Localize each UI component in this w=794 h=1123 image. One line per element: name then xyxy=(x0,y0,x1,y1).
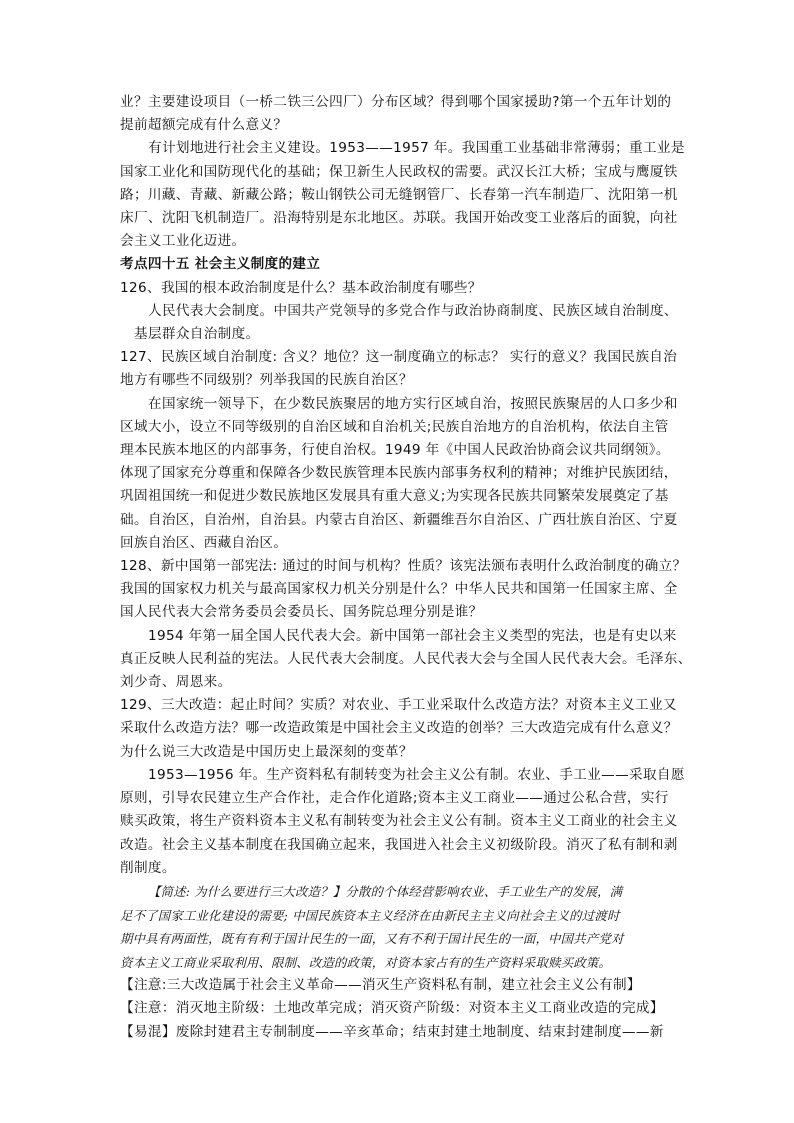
question-129 xyxy=(120,694,685,880)
question-line: 地方有哪些不同级别？列举我国的民族自治区？ xyxy=(120,372,413,389)
note-line: 足不了国家工业化建设的需要; 中国民族资本主义经济在由新民主主义向社会主义的过渡时 xyxy=(120,907,620,923)
text-line: 床厂、沈阳飞机制造厂。沿海特别是东北地区。苏联。我国开始改变工业落后的面貌，向社 xyxy=(120,210,678,227)
attention-line: 【注意：消灭地主阶级：土地改革完成；消灭资产阶级：对资本主义工商业改造的完成】 xyxy=(120,1000,664,1017)
answer-line: 在国家统一领导下，在少数民族聚居的地方实行区域自治，按照民族聚居的人口多少和 xyxy=(148,395,678,412)
answer-line: 真正反映人民利益的宪法。人民代表大会制度。人民代表大会与全国人民代表大会。毛泽东、 xyxy=(120,650,692,667)
answer-line: 原则，引导农民建立生产合作社，走合作化道路;资本主义工商业——通过公私合营，实行 xyxy=(120,790,669,807)
attention-line: 【易混】废除封建君主专制制度——辛亥革命；结束封建土地制度、结束封建制度——新 xyxy=(120,1023,664,1040)
answer-line: 巩固祖国统一和促进少数民族地区发展具有重大意义;为实现各民族共同繁荣发展奠定了基 xyxy=(120,488,669,505)
answer-line: 赎买政策，将生产资料资本主义私有制转变为社会主义公有制。资本主义工商业的社会主义 xyxy=(120,813,678,830)
note-line: 【简述: 为什么要进行三大改造？】分散的个体经营影响农业、手工业生产的发展，满 xyxy=(148,883,623,899)
attention-notes xyxy=(120,974,674,1044)
text-line: 有计划地进行社会主义建设。1953——1957 年。我国重工业基础非常薄弱；重工业是 xyxy=(148,140,685,157)
answer-line: 刘少奇、周恩来。 xyxy=(120,674,232,691)
note-line: 期中具有两面性，既有有利于国计民生的一面，又有不利于国计民生的一面，中国共产党对 xyxy=(120,931,624,947)
answer-line: 人民代表大会制度。中国共产党领导的多党合作与政治协商制度、民族区域自治制度、 xyxy=(148,302,678,319)
answer-line: 基层群众自治制度。 xyxy=(134,326,260,343)
question-line: 127、民族区域自治制度: 含义？地位？这一制度确立的标志？ 实行的意义？我国民族自治 xyxy=(120,349,678,366)
intro-question xyxy=(120,91,674,137)
question-line: 128、新中国第一部宪法: 通过的时间与机构？性质？该宪法颁布表明什么政治制度的确立？ xyxy=(120,558,687,575)
question-line: 我国的国家权力机关与最高国家权力机关分别是什么？中华人民共和国第一任国家主席、全 xyxy=(120,581,678,598)
question-line: 国人民代表大会常务委员会委员长、国务院总理分别是谁？ xyxy=(120,604,483,621)
question-line: 采取什么改造方法？哪一改造政策是中国社会主义改造的创举？三大改造完成有什么意义？ xyxy=(120,720,678,737)
text-line: 业？主要建设项目（一桥二铁三公四厂）分布区域？得到哪个国家援助?第一个五年计划的 xyxy=(120,94,672,110)
text-line: 提前超额完成有什么意义？ xyxy=(120,117,288,134)
answer-line: 体现了国家充分尊重和保障各少数民族管理本民族内部事务权利的精神；对维护民族团结， xyxy=(120,465,678,482)
attention-line: 【注意:三大改造属于社会主义革命——消灭生产资料私有制，建立社会主义公有制】 xyxy=(120,977,641,994)
brief-note xyxy=(120,880,674,974)
answer-line: 削制度。 xyxy=(120,859,176,876)
note-line: 资本主义工商业采取利用、限制、改造的政策，对资本家占有的生产资料采取赎买政策。 xyxy=(120,954,612,970)
answer-line: 理本民族本地区的内部事务，行使自治权。1949 年《中国人民政治协商会议共同纲领》。 xyxy=(120,442,670,459)
answer-line: 1953—1956 年。生产资料私有制转变为社会主义公有制。农业、手工业——采取自愿 xyxy=(148,766,685,783)
text-line: 会主义工业化迈进。 xyxy=(120,233,246,250)
question-127 xyxy=(120,346,678,555)
answer-line: 区域大小，设立不同等级别的自治区域和自治机关;民族自治地方的自治机构，依法自主管 xyxy=(120,418,669,435)
answer-line: 1954 年第一届全国人民代表大会。新中国第一部社会主义类型的宪法，也是有史以来 xyxy=(148,627,677,644)
question-128 xyxy=(120,555,692,694)
answer-line: 回族自治区、西藏自治区。 xyxy=(120,534,288,551)
text-line: 路；川藏、青藏、新藏公路；鞍山钢铁公司无缝钢管厂、长春第一汽车制造厂、沈阳第一机 xyxy=(120,186,678,203)
answer-line: 改造。社会主义基本制度在我国确立起来，我国进入社会主义初级阶段。消灭了私有制和剥 xyxy=(120,836,678,853)
text-line: 国家工业化和国防现代化的基础；保卫新生人民政权的需要。武汉长江大桥；宝成与鹰厦铁 xyxy=(120,163,678,180)
intro-answer xyxy=(120,137,685,253)
question-line: 为什么说三大改造是中国历史上最深刻的变革？ xyxy=(120,743,413,760)
question-line: 126、我国的根本政治制度是什么？基本政治制度有哪些？ xyxy=(120,279,482,296)
question-126 xyxy=(120,277,678,347)
question-line: 129、三大改造：起止时间？实质？对农业、手工业采取什么改造方法？对资本主义工业又 xyxy=(120,697,677,714)
section-title: 考点四十五 社会主义制度的建立 xyxy=(120,256,321,273)
answer-line: 础。自治区，自治州，自治县。内蒙古自治区、新疆维吾尔自治区、广西壮族自治区、宁夏 xyxy=(120,511,678,528)
